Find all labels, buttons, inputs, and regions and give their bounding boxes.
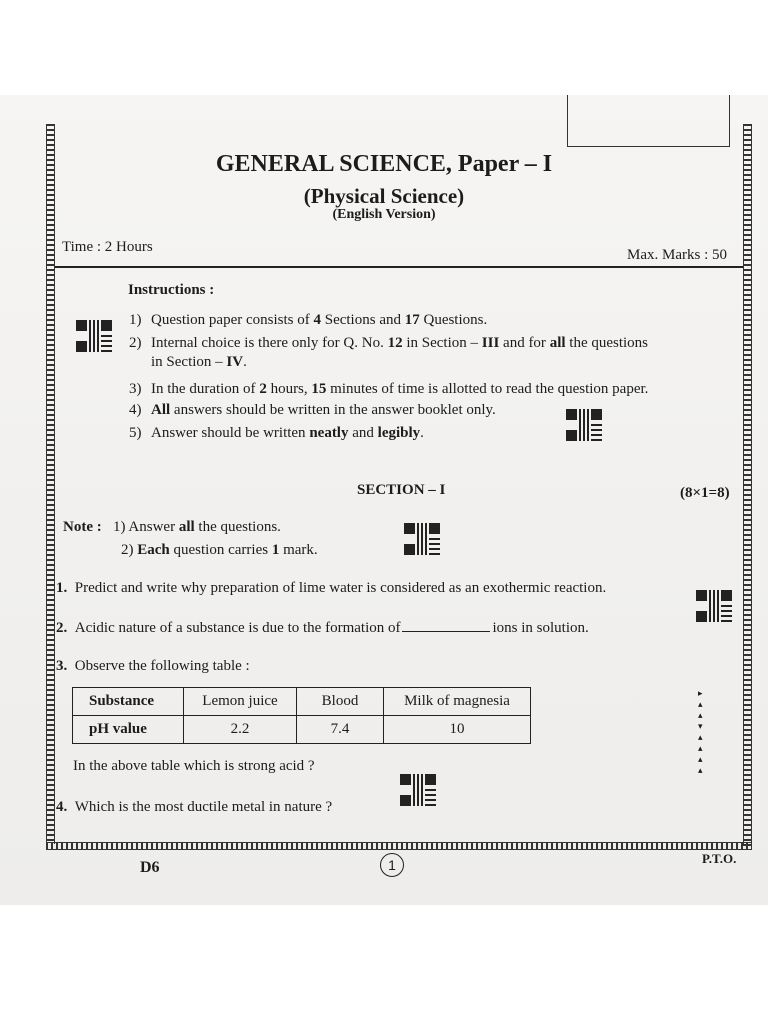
instructions-heading: Instructions :	[128, 282, 215, 298]
table-cell: Blood	[297, 688, 384, 716]
ph-table	[72, 687, 531, 744]
qr-code-icon	[74, 318, 114, 354]
table-row	[73, 716, 531, 744]
please-turn-over: P.T.O.	[702, 851, 737, 866]
paper-title: GENERAL SCIENCE, Paper – I	[215, 151, 553, 177]
question-1: 1. Predict and write why preparation of lime water is considered as an exothermic reaction.	[56, 580, 607, 596]
left-border	[46, 124, 55, 844]
table-cell: Lemon juice	[184, 688, 297, 716]
instruction-item: 2) Internal choice is there only for Q. No. 12 in Section – III and for all the questions	[129, 335, 649, 351]
time-allowed: Time : 2 Hours	[62, 239, 153, 255]
table-cell: 2.2	[184, 716, 297, 744]
qr-code-icon	[564, 407, 604, 443]
roll-number-box	[567, 95, 730, 147]
table-row	[73, 688, 531, 716]
bottom-border	[46, 842, 752, 850]
section-title: SECTION – I	[357, 482, 446, 498]
note-line-1: Note : 1) Answer all the questions.	[63, 519, 281, 535]
table-cell: 10	[384, 716, 531, 744]
section-marks: (8×1=8)	[680, 485, 730, 501]
right-border	[743, 124, 752, 846]
paper-code: D6	[140, 859, 160, 876]
question-3-follow-up: In the above table which is strong acid ?	[73, 758, 315, 774]
instruction-item-continued: in Section – IV.	[151, 354, 247, 370]
answer-blank	[402, 631, 490, 632]
paper-version: (English Version)	[332, 207, 436, 222]
instruction-item: 4) All answers should be written in the answer booklet only.	[129, 402, 496, 418]
qr-code-icon	[694, 588, 734, 624]
table-cell: 7.4	[297, 716, 384, 744]
question-4: 4. Which is the most ductile metal in nature ?	[56, 799, 333, 815]
margin-arrows-icon: ▸ ▴ ▴ ▾ ▴ ▴ ▴ ▴	[698, 688, 703, 775]
table-header-cell: pH value	[73, 716, 184, 744]
max-marks: Max. Marks : 50	[627, 247, 727, 263]
header-rule	[55, 266, 743, 268]
instruction-item: 3) In the duration of 2 hours, 15 minutes of time is allotted to read the question paper.	[129, 381, 649, 397]
instruction-item: 5) Answer should be written neatly and legibly.	[129, 425, 424, 441]
question-3: 3. Observe the following table :	[56, 658, 250, 674]
paper-subtitle: (Physical Science)	[303, 184, 465, 208]
instruction-item: 1) Question paper consists of 4 Sections and 17 Questions.	[129, 312, 488, 328]
table-header-cell: Substance	[73, 688, 184, 716]
note-line-2: 2) Each question carries 1 mark.	[121, 542, 318, 558]
table-cell: Milk of magnesia	[384, 688, 531, 716]
question-2: 2. Acidic nature of a substance is due to the formation of ions in solution.	[56, 620, 589, 636]
qr-code-icon	[402, 521, 442, 557]
page-number: 1	[380, 853, 404, 877]
qr-code-icon	[398, 772, 438, 808]
